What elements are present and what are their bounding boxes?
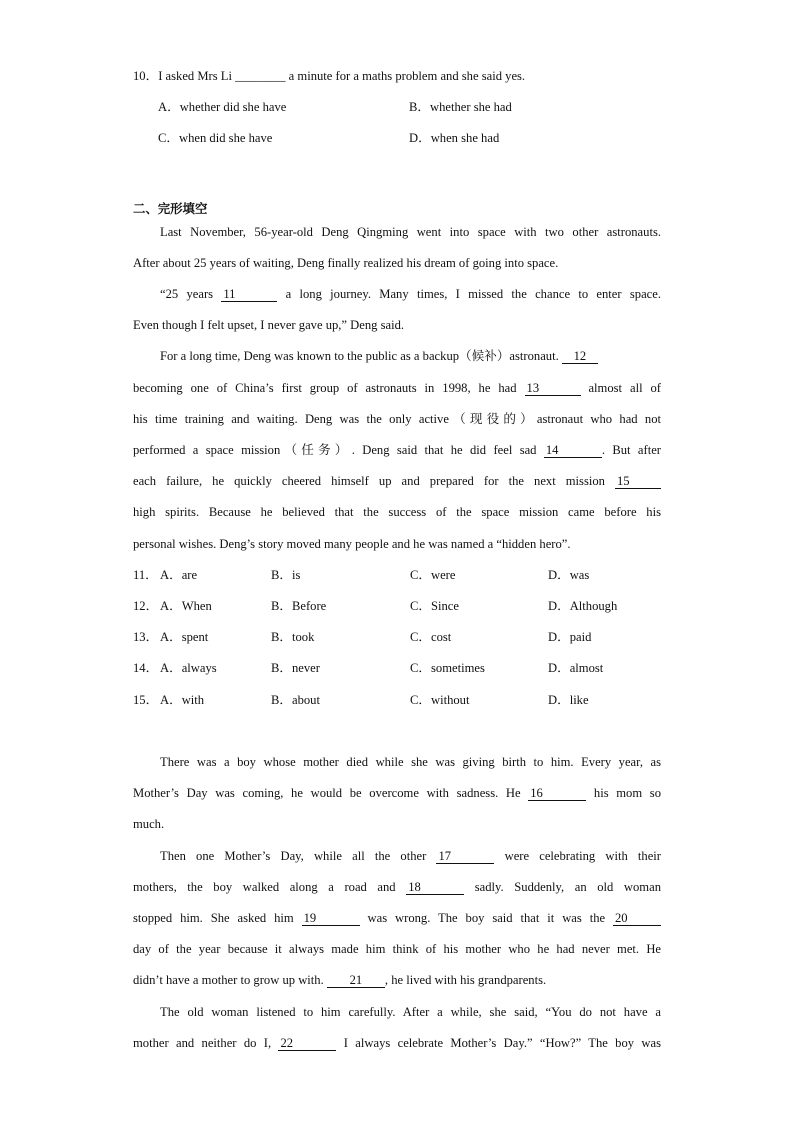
text-run: , he lived with his grandparents. xyxy=(384,973,547,987)
passage1-p2-line2: Even though I felt upset, I never gave up,” Deng said. xyxy=(133,318,405,332)
passage2-p1-line1: There was a boy whose mother died while she was giving birth to him. Every year, as xyxy=(160,755,661,769)
q12-option-b: B．Before xyxy=(271,599,327,613)
passage1-p3-line2 xyxy=(133,380,661,396)
text-run: almost all of xyxy=(580,381,661,395)
passage1-p3-line5 xyxy=(133,473,661,489)
passage2-p3-line2 xyxy=(133,1035,661,1051)
q10-stem-b: a minute for a maths problem and she said yes. xyxy=(285,69,526,83)
q13-option-d: D．paid xyxy=(548,630,592,644)
q15-option-b: B．about xyxy=(271,693,320,707)
q10-option-a: A．whether did she have xyxy=(158,100,287,114)
question-number-12: 12． xyxy=(133,599,159,613)
passage1-p3-line6: high spirits. Because he believed that the success of the space mission came before his xyxy=(133,505,661,519)
text-run: Mother’s Day was coming, he would be overcome with sadness. He xyxy=(133,786,529,800)
q11-option-d: D．was xyxy=(548,568,590,582)
text-run: didn’t have a mother to grow up with. xyxy=(133,973,327,987)
text-run: “25 years xyxy=(160,287,222,301)
q14-option-d: D．almost xyxy=(548,661,604,675)
text-run: For a long time, Deng was known to the public as a backup（候补）astronaut. xyxy=(160,349,562,363)
blank-20: 20 xyxy=(613,912,661,926)
q13-option-b: B．took xyxy=(271,630,315,644)
passage2-p2-line5 xyxy=(133,972,661,988)
text-run: sadly. Suddenly, an old woman xyxy=(464,880,661,894)
question-number-14: 14． xyxy=(133,661,159,675)
q10-option-c: C．when did she have xyxy=(158,131,273,145)
q11-option-a: A．are xyxy=(160,568,198,582)
question-number-11: 11． xyxy=(133,568,158,582)
q10-option-d: D．when she had xyxy=(409,131,500,145)
q10-option-b: B．whether she had xyxy=(409,100,512,114)
blank-15: 15 xyxy=(615,475,661,489)
text-run: were celebrating with their xyxy=(494,849,661,863)
q11-option-b: B．is xyxy=(271,568,301,582)
blank-19: 19 xyxy=(302,912,360,926)
blank-16: 16 xyxy=(528,787,586,801)
q14-option-b: B．never xyxy=(271,661,320,675)
blank-17: 17 xyxy=(436,850,494,864)
text-run: I always celebrate Mother’s Day.” “How?” The boy was xyxy=(336,1036,661,1050)
question-number-15: 15． xyxy=(133,693,159,707)
q13-option-c: C．cost xyxy=(410,630,452,644)
passage2-p2-line1 xyxy=(160,848,661,864)
text-run: his mom so xyxy=(586,786,661,800)
q10-stem-a: 10．I asked Mrs Li xyxy=(133,69,236,83)
text-run: becoming one of China’s first group of astronauts in 1998, he had xyxy=(133,381,525,395)
passage2-p1-line3: much. xyxy=(133,817,165,831)
question-number-13: 13． xyxy=(133,630,159,644)
text-run: a long journey. Many times, I missed the chance to enter space. xyxy=(277,287,661,301)
text-run: performed a space mission（任务）. Deng said that he did feel sad xyxy=(133,443,544,457)
text-run: mother and neither do I, xyxy=(133,1036,279,1050)
text-run: was wrong. The boy said that it was the xyxy=(359,911,613,925)
blank-21: 21 xyxy=(327,974,385,988)
q12-option-a: A．When xyxy=(160,599,212,613)
q10-stem xyxy=(133,68,661,84)
passage2-p2-line4: day of the year because it always made him think of his mother who he had never met. He xyxy=(133,942,661,956)
passage2-p2-line2 xyxy=(133,879,661,895)
passage1-p3-line1 xyxy=(160,348,661,364)
q14-option-a: A．always xyxy=(160,661,217,675)
passage1-p1-line1: Last November, 56-year-old Deng Qingming went into space with two other astronauts. xyxy=(160,225,661,239)
blank-14: 14 xyxy=(544,444,602,458)
q11-option-c: C．were xyxy=(410,568,456,582)
text-run: stopped him. She asked him xyxy=(133,911,302,925)
text-run: each failure, he quickly cheered himself up and prepared for the next mission xyxy=(133,474,615,488)
section-title: 二、完形填空 xyxy=(133,201,208,216)
passage1-p3-line7: personal wishes. Deng’s story moved many people and he was named a “hidden hero”. xyxy=(133,537,571,551)
blank-18: 18 xyxy=(406,881,464,895)
blank-11: 11 xyxy=(221,288,277,302)
blank-22: 22 xyxy=(278,1037,336,1051)
text-run: . But after xyxy=(601,443,661,457)
passage1-p3-line3: his time training and waiting. Deng was the only active（现役的）astronaut who had not xyxy=(133,412,661,426)
passage1-p2-line1 xyxy=(160,286,661,302)
q13-option-a: A．spent xyxy=(160,630,209,644)
q10-blank: ________ xyxy=(235,69,286,83)
blank-13: 13 xyxy=(525,382,581,396)
q15-option-c: C．without xyxy=(410,693,470,707)
blank-12: 12 xyxy=(562,350,598,364)
q15-option-d: D．like xyxy=(548,693,589,707)
q12-option-d: D．Although xyxy=(548,599,618,613)
q14-option-c: C．sometimes xyxy=(410,661,485,675)
passage1-p3-line4 xyxy=(133,442,661,458)
q12-option-c: C．Since xyxy=(410,599,459,613)
passage1-p1-line2: After about 25 years of waiting, Deng finally realized his dream of going into space. xyxy=(133,256,559,270)
text-run: Then one Mother’s Day, while all the other xyxy=(160,849,437,863)
text-run: mothers, the boy walked along a road and xyxy=(133,880,407,894)
passage2-p3-line1: The old woman listened to him carefully. After a while, she said, “You do not have a xyxy=(160,1005,661,1019)
passage2-p2-line3 xyxy=(133,910,661,926)
q15-option-a: A．with xyxy=(160,693,205,707)
passage2-p1-line2 xyxy=(133,785,661,801)
